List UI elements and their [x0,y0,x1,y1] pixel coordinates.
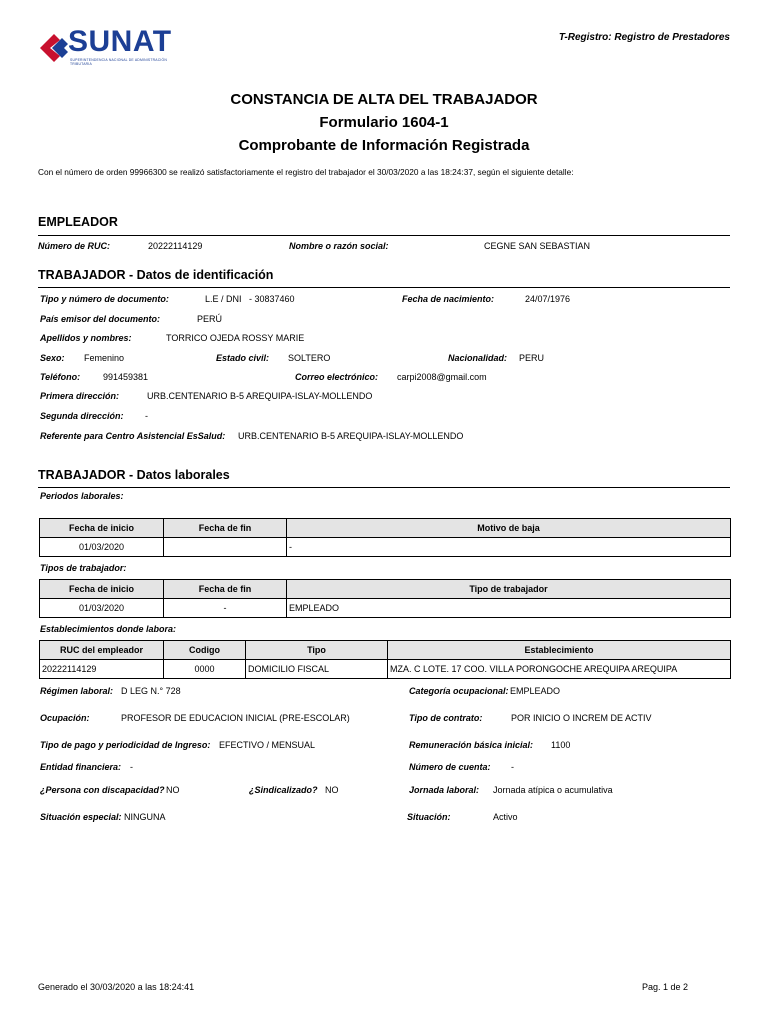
email-label: Correo electrónico: [295,372,379,382]
column-header: Motivo de baja [287,519,731,538]
phone-value: 991459381 [103,372,149,382]
table-row [40,599,731,618]
table-header-row [40,580,731,599]
section-laborales: TRABAJADOR - Datos laborales [38,468,230,482]
table-cell: 20222114129 [40,660,164,679]
table-cell: - [287,538,731,557]
razon-value: CEGNE SAN SEBASTIAN [484,241,591,251]
form-number: Formulario 1604-1 [319,114,449,131]
column-header: Fecha de fin [164,519,287,538]
divider [38,287,730,288]
addr1-value: URB.CENTENARIO B-5 AREQUIPA-ISLAY-MOLLENDO [147,391,373,401]
sex-label: Sexo: [40,353,65,363]
table-cell: - [164,599,287,618]
table-header-row [40,519,731,538]
document-subtitle: Comprobante de Información Registrada [238,137,530,154]
essalud-label: Referente para Centro Asistencial EsSalud: [40,431,226,441]
categoria-value: EMPLEADO [510,686,561,696]
categoria-label: Categoría ocupacional: [409,686,509,696]
entidad-label: Entidad financiera: [40,762,122,772]
table-cell: DOMICILIO FISCAL [246,660,388,679]
ocupacion-label: Ocupación: [40,713,90,723]
tipos-table [39,579,731,618]
sunat-logo [38,25,183,66]
generated-timestamp: Generado el 30/03/2020 a las 18:24:41 [38,982,195,992]
birth-value: 24/07/1976 [525,294,571,304]
column-header: Fecha de inicio [40,519,164,538]
situacion-especial-value: NINGUNA [124,812,166,822]
ruc-label: Número de RUC: [38,241,111,251]
page-number: Pag. 1 de 2 [641,982,688,992]
column-header: Tipo de trabajador [287,580,731,599]
logo-text: SUNAT [68,25,172,58]
addr1-label: Primera dirección: [40,391,120,401]
essalud-value: URB.CENTENARIO B-5 AREQUIPA-ISLAY-MOLLENDO [238,431,464,441]
regimen-value: D LEG N.° 728 [121,686,181,696]
entidad-value: - [130,762,133,772]
column-header: Establecimiento [388,641,731,660]
doc-label: Tipo y número de documento: [40,294,169,304]
sex-value: Femenino [84,353,125,363]
phone-label: Teléfono: [40,372,81,382]
table-cell: 01/03/2020 [40,538,164,557]
names-value: TORRICO OJEDA ROSSY MARIE [166,333,305,343]
table-row [40,538,731,557]
pago-value: EFECTIVO / MENSUAL [219,740,316,750]
situacion-especial-label: Situación especial: [40,812,122,822]
situacion-value: Activo [493,812,518,822]
cuenta-value: - [511,762,514,772]
contrato-label: Tipo de contrato: [409,713,483,723]
column-header: Tipo [246,641,388,660]
razon-label: Nombre o razón social: [289,241,389,251]
civil-label: Estado civil: [216,353,270,363]
divider [38,235,730,236]
table-cell [164,538,287,557]
jornada-label: Jornada laboral: [409,785,480,795]
intro-text: Con el número de orden 99966300 se realizó satisfactoriamente el registro del trabajador el 30/03/2020 a las 18:24:37, según el siguiente detalle: [38,167,574,177]
ruc-value: 20222114129 [148,241,203,251]
cuenta-label: Número de cuenta: [409,762,491,772]
addr2-label: Segunda dirección: [40,411,124,421]
document-title: CONSTANCIA DE ALTA DEL TRABAJADOR [230,91,538,108]
sindicalizado-value: NO [325,785,339,795]
ocupacion-value: PROFESOR DE EDUCACION INICIAL (PRE-ESCOLAR) [121,713,350,723]
table-row [40,660,731,679]
establecimientos-table [39,640,731,679]
remuneracion-value: 1100 [551,740,571,750]
tipos-label: Tipos de trabajador: [40,563,127,573]
column-header: Codigo [164,641,246,660]
section-identificacion: TRABAJADOR - Datos de identificación [38,268,274,282]
nat-value: PERU [519,353,545,363]
logo-subtitle: SUPERINTENDENCIA NACIONAL DE ADMINISTRACIÓN TRIBUTARIA [70,58,168,66]
sindicalizado-label: ¿Sindicalizado? [249,785,318,795]
doc-type: L.E / DNI [205,294,242,304]
sunat-emblem-icon [38,30,70,66]
birth-label: Fecha de nacimiento: [402,294,495,304]
table-cell: EMPLEADO [287,599,731,618]
column-header: Fecha de fin [164,580,287,599]
pago-label: Tipo de pago y periodicidad de Ingreso: [40,740,211,750]
contrato-value: POR INICIO O INCREM DE ACTIV [511,713,652,723]
remuneracion-label: Remuneración básica inicial: [409,740,534,750]
nat-label: Nacionalidad: [448,353,508,363]
column-header: RUC del empleador [40,641,164,660]
periodos-label: Periodos laborales: [40,491,124,501]
discapacidad-label: ¿Persona con discapacidad? [40,785,165,795]
table-cell: 01/03/2020 [40,599,164,618]
situacion-label: Situación: [407,812,451,822]
table-cell: 0000 [164,660,246,679]
discapacidad-value: NO [166,785,180,795]
periodos-table [39,518,731,557]
system-title: T-Registro: Registro de Prestadores [558,32,730,43]
civil-value: SOLTERO [288,353,331,363]
regimen-label: Régimen laboral: [40,686,114,696]
country-value: PERÚ [197,314,223,324]
column-header: Fecha de inicio [40,580,164,599]
names-label: Apellidos y nombres: [40,333,132,343]
table-header-row [40,641,731,660]
email-value: carpi2008@gmail.com [397,372,487,382]
addr2-value: - [145,411,148,421]
doc-number: - 30837460 [249,294,295,304]
estab-label: Establecimientos donde labora: [40,624,177,634]
table-cell: MZA. C LOTE. 17 COO. VILLA PORONGOCHE AREQUIPA AREQUIPA [388,660,731,679]
section-empleador: EMPLEADOR [38,215,118,229]
country-label: País emisor del documento: [40,314,161,324]
jornada-value: Jornada atípica o acumulativa [493,785,613,795]
divider [38,487,730,488]
